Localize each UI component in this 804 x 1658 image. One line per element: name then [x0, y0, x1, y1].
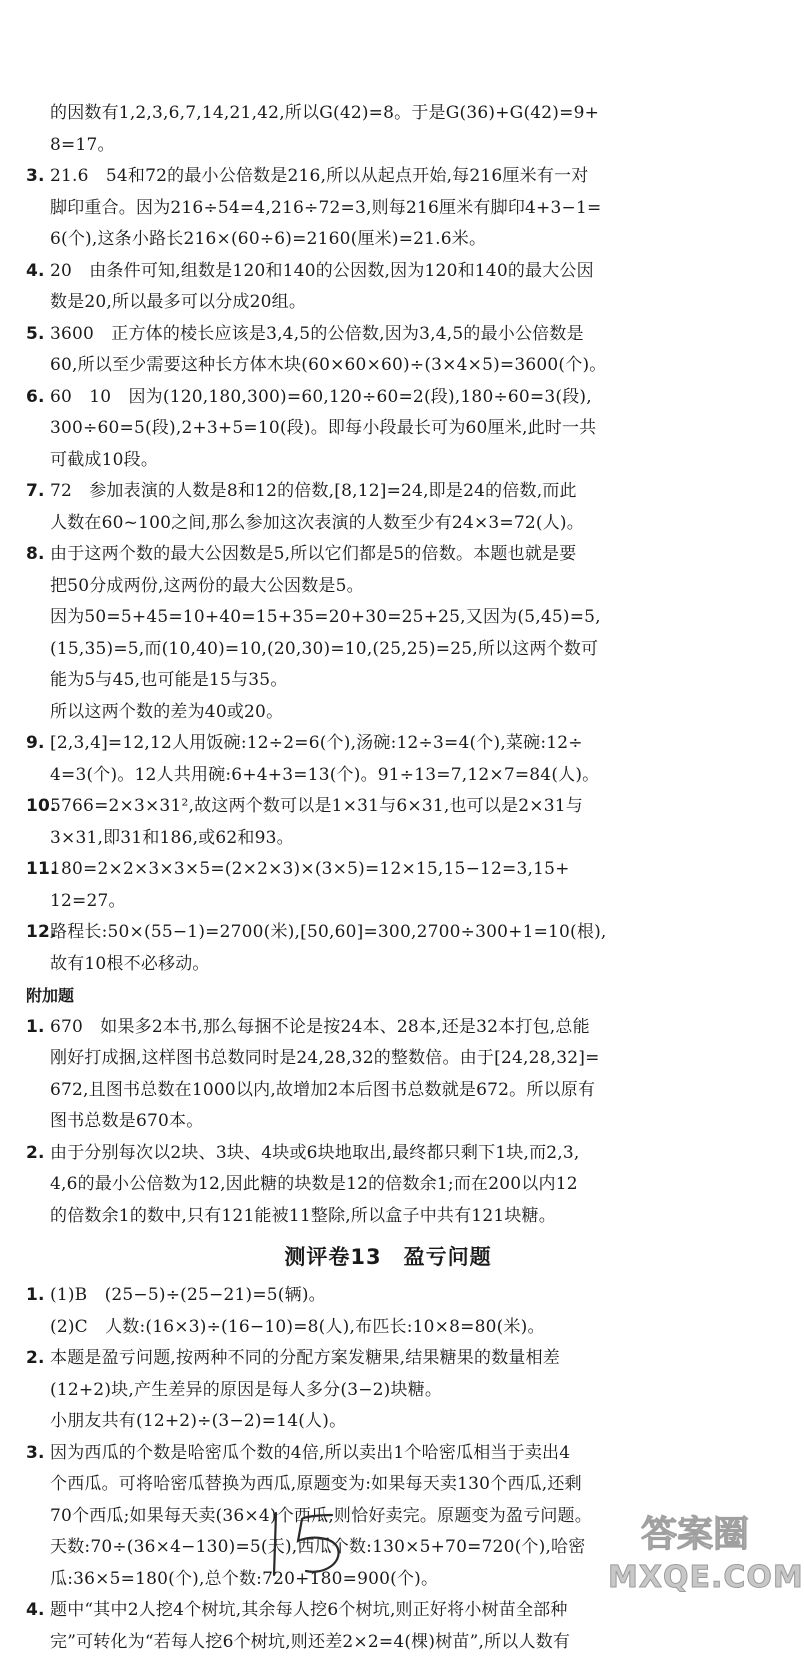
text-line	[26, 760, 750, 792]
answers-block	[26, 98, 750, 980]
text-line	[26, 413, 750, 445]
line-text: 5766=2×3×31²,故这两个数可以是1×31与6×31,也可以是2×31与	[50, 796, 583, 816]
extra-questions-label: 附加题	[26, 980, 750, 1012]
text-line	[26, 1469, 750, 1501]
line-text: 4,6的最小公倍数为12,因此糖的块数是12的倍数余1;而在200以内12	[50, 1174, 578, 1194]
line-text: 瓜:36×5=180(个),总个数:720+180=900(个)。	[50, 1569, 438, 1589]
line-text: 由于这两个数的最大公因数是5,所以它们都是5的倍数。本题也就是要	[50, 544, 576, 564]
line-text: 的因数有1,2,3,6,7,14,21,42,所以G(42)=8。于是G(36)+G(42)=9+	[50, 103, 599, 123]
text-line	[26, 1627, 750, 1658]
line-text: 图书总数是670本。	[50, 1111, 203, 1131]
line-text: 完”可转化为“若每人挖6个树坑,则还差2×2=4(棵)树苗”,所以人数有	[50, 1632, 570, 1652]
text-line	[26, 508, 750, 540]
text-line	[26, 917, 750, 949]
line-text: 60 10 因为(120,180,300)=60,120÷60=2(段),180÷60=3(段),	[50, 387, 592, 407]
text-line	[26, 634, 750, 666]
text-line	[26, 1043, 750, 1075]
text-line	[26, 602, 750, 634]
line-text: 300÷60=5(段),2+3+5=10(段)。即每小段最长可为60厘米,此时一共	[50, 418, 596, 438]
text-line	[26, 886, 750, 918]
line-text: 题中“其中2人挖4个树坑,其余每人挖6个树坑,则正好将小树苗全部种	[50, 1600, 568, 1620]
text-line	[26, 949, 750, 981]
watermark-logo: 答案圈	[630, 1506, 760, 1557]
text-line	[26, 1280, 750, 1312]
line-text: (12+2)块,产生差异的原因是每人多分(3−2)块糖。	[50, 1380, 442, 1400]
line-text: 小朋友共有(12+2)÷(3−2)=14(人)。	[50, 1411, 346, 1431]
text-line	[26, 791, 750, 823]
text-line	[26, 1012, 750, 1044]
text-line	[26, 98, 750, 130]
text-line	[26, 1406, 750, 1438]
text-line	[26, 161, 750, 193]
line-text: 670 如果多2本书,那么每捆不论是按24本、28本,还是32本打包,总能	[50, 1017, 590, 1037]
line-text: 6(个),这条小路长216×(60÷6)=2160(厘米)=21.6米。	[50, 229, 486, 249]
line-text: 把50分成两份,这两份的最大公因数是5。	[50, 576, 364, 596]
line-text: 刚好打成捆,这样图书总数同时是24,28,32的整数倍。由于[24,28,32]=	[50, 1048, 600, 1068]
line-text: 个西瓜。可将哈密瓜替换为西瓜,原题变为:如果每天卖130个西瓜,还剩	[50, 1474, 582, 1494]
question-number: 2.	[26, 1343, 50, 1375]
line-text: 由于分别每次以2块、3块、4块或6块地取出,最终都只剩下1块,而2,3,	[50, 1143, 580, 1163]
line-text: 21.6 54和72的最小公倍数是216,所以从起点开始,每216厘米有一对	[50, 166, 588, 186]
line-text: (1)B (25−5)÷(25−21)=5(辆)。	[50, 1285, 326, 1305]
line-text: 因为50=5+45=10+40=15+35=20+30=25+25,又因为(5,45)=5,	[50, 607, 601, 627]
text-line	[26, 539, 750, 571]
line-text: 可截成10段。	[50, 450, 158, 470]
question-number: 6.	[26, 382, 50, 414]
text-line	[26, 476, 750, 508]
extra-answers-block	[26, 1012, 750, 1233]
text-line	[26, 1169, 750, 1201]
line-text: 的倍数余1的数中,只有121能被11整除,所以盒子中共有121块糖。	[50, 1206, 556, 1226]
question-number: 10.	[26, 791, 50, 823]
text-line	[26, 1138, 750, 1170]
line-text: 180=2×2×3×3×5=(2×2×3)×(3×5)=12×15,15−12=3,15+	[50, 859, 570, 879]
line-text: 20 由条件可知,组数是120和140的公因数,因为120和140的最大公因	[50, 261, 594, 281]
question-number: 2.	[26, 1138, 50, 1170]
text-line	[26, 256, 750, 288]
line-text: 天数:70÷(36×4−130)=5(天),西瓜个数:130×5+70=720(个),哈密	[50, 1537, 585, 1557]
text-line	[26, 1375, 750, 1407]
text-line	[26, 287, 750, 319]
text-line	[26, 193, 750, 225]
line-text: 12=27。	[50, 891, 126, 911]
line-text: 60,所以至少需要这种长方体木块(60×60×60)÷(3×4×5)=3600(个)。	[50, 355, 607, 375]
question-number: 8.	[26, 539, 50, 571]
line-text: (2)C 人数:(16×3)÷(16−10)=8(人),布匹长:10×8=80(米)。	[50, 1317, 545, 1337]
question-number: 1.	[26, 1280, 50, 1312]
question-number: 3.	[26, 1438, 50, 1470]
line-text: 能为5与45,也可能是15与35。	[50, 670, 288, 690]
text-line	[26, 445, 750, 477]
text-line	[26, 350, 750, 382]
line-text: 因为西瓜的个数是哈密瓜个数的4倍,所以卖出1个哈密瓜相当于卖出4	[50, 1443, 570, 1463]
question-number: 4.	[26, 1595, 50, 1627]
text-line	[26, 1201, 750, 1233]
text-line	[26, 1075, 750, 1107]
question-number: 1.	[26, 1012, 50, 1044]
line-text: 故有10根不必移动。	[50, 954, 210, 974]
text-line	[26, 697, 750, 729]
watermark-site: MXQE.COM	[608, 1560, 764, 1595]
line-text: 数是20,所以最多可以分成20组。	[50, 292, 306, 312]
question-number: 5.	[26, 319, 50, 351]
line-text: 8=17。	[50, 135, 115, 155]
line-text: 人数在60~100之间,那么参加这次表演的人数至少有24×3=72(人)。	[50, 513, 584, 533]
line-text: 3600 正方体的棱长应该是3,4,5的公倍数,因为3,4,5的最小公倍数是	[50, 324, 584, 344]
text-line	[26, 319, 750, 351]
line-text: 路程长:50×(55−1)=2700(米),[50,60]=300,2700÷300+1=10(根),	[50, 922, 607, 942]
line-text: [2,3,4]=12,12人用饭碗:12÷2=6(个),汤碗:12÷3=4(个),菜碗:12÷	[50, 733, 583, 753]
section-title: 测评卷13 盈亏问题	[26, 1240, 750, 1274]
text-line	[26, 1595, 750, 1627]
question-number: 12.	[26, 917, 50, 949]
line-text: 脚印重合。因为216÷54=4,216÷72=3,则每216厘米有脚印4+3−1=	[50, 198, 601, 218]
text-line	[26, 1438, 750, 1470]
line-text: 70个西瓜;如果每天卖(36×4)个西瓜,则恰好卖完。原题变为盈亏问题。	[50, 1506, 592, 1526]
text-line	[26, 823, 750, 855]
text-line	[26, 854, 750, 886]
question-number: 9.	[26, 728, 50, 760]
line-text: 3×31,即31和186,或62和93。	[50, 828, 294, 848]
answer-page	[26, 98, 750, 1658]
text-line	[26, 130, 750, 162]
line-text: 所以这两个数的差为40或20。	[50, 702, 283, 722]
text-line	[26, 1343, 750, 1375]
line-text: 672,且图书总数在1000以内,故增加2本后图书总数就是672。所以原有	[50, 1080, 595, 1100]
text-line	[26, 728, 750, 760]
question-number: 3.	[26, 161, 50, 193]
text-line	[26, 1312, 750, 1344]
handwritten-page-number	[262, 1505, 372, 1580]
line-text: (15,35)=5,而(10,40)=10,(20,30)=10,(25,25)=25,所以这两个数可	[50, 639, 598, 659]
line-text: 72 参加表演的人数是8和12的倍数,[8,12]=24,即是24的倍数,而此	[50, 481, 577, 501]
text-line	[26, 382, 750, 414]
question-number: 7.	[26, 476, 50, 508]
line-text: 4=3(个)。12人共用碗:6+4+3=13(个)。91÷13=7,12×7=84(人)。	[50, 765, 599, 785]
text-line	[26, 224, 750, 256]
text-line	[26, 571, 750, 603]
test-13-answers-block	[26, 1280, 750, 1658]
line-text: 本题是盈亏问题,按两种不同的分配方案发糖果,结果糖果的数量相差	[50, 1348, 560, 1368]
text-line	[26, 1106, 750, 1138]
text-line	[26, 665, 750, 697]
question-number: 4.	[26, 256, 50, 288]
question-number: 11.	[26, 854, 50, 886]
